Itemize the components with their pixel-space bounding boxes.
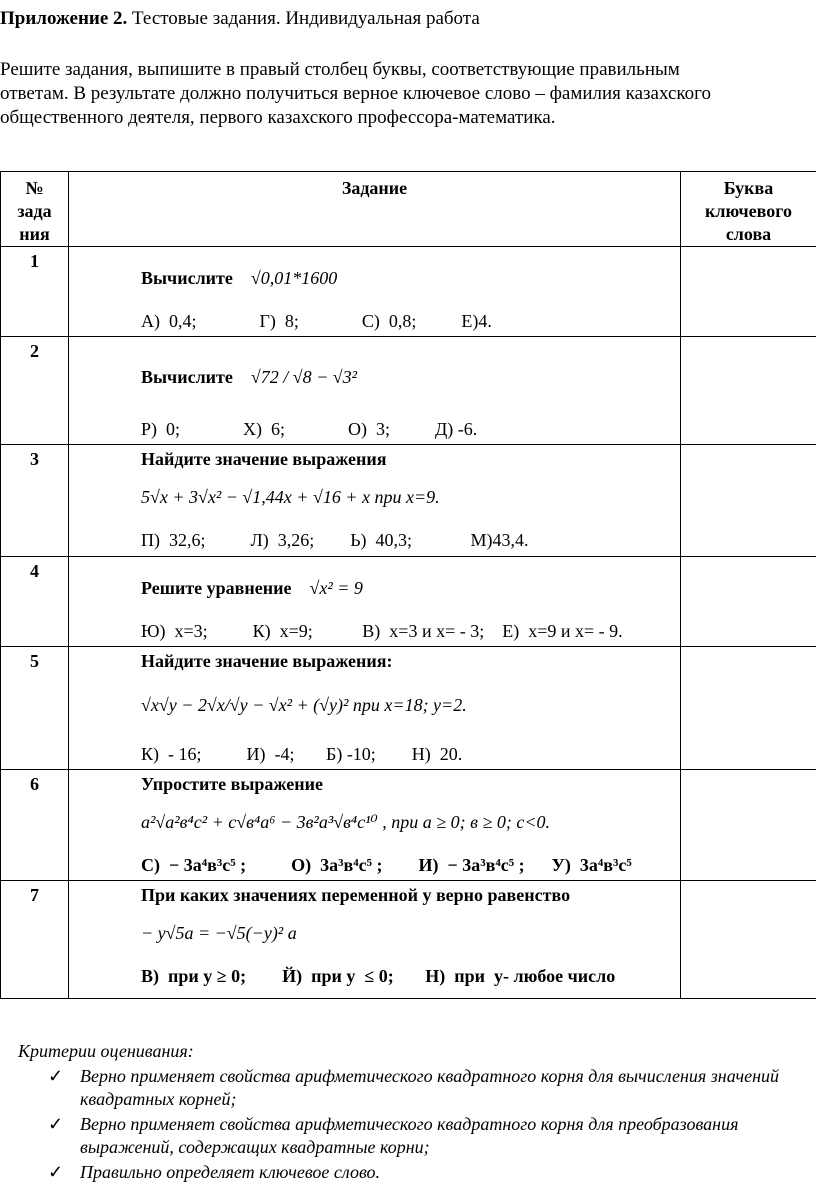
- answer-letter-cell[interactable]: [681, 557, 816, 647]
- task-number: 2: [1, 337, 69, 445]
- table-row: [1, 647, 816, 770]
- header-letter: Буква ключевого слова: [681, 172, 816, 247]
- task-expression: √x² = 9: [309, 577, 363, 598]
- task-question: Вычислите: [141, 267, 233, 288]
- table-row: [1, 247, 816, 337]
- task-question: Найдите значение выражения:: [141, 651, 393, 671]
- checkmark-icon: ✓: [48, 1162, 64, 1182]
- task-answers: С) − 3a⁴в³c⁵ ; О) 3a³в⁴c⁵ ; И) − 3a³в⁴c⁵ ; У) 3a⁴в³c⁵: [141, 855, 632, 875]
- task-cell: [69, 337, 681, 445]
- criteria-item: ✓ Верно применяет свойства арифметического квадратного корня для преобразования выражений, содержащих квадратные корни;: [48, 1114, 739, 1157]
- header-number: № зада ния: [1, 172, 69, 247]
- task-number: 5: [1, 647, 69, 770]
- table-row: [1, 881, 816, 999]
- task-answers: В) при у ≥ 0; Й) при у ≤ 0; Н) при у- любое число: [141, 966, 616, 986]
- task-number: 7: [1, 881, 69, 999]
- criteria-title: Критерии оценивания:: [18, 1041, 194, 1061]
- tests-table: [0, 171, 816, 999]
- criteria-item: ✓ Правильно определяет ключевое слово.: [48, 1162, 381, 1182]
- task-question: Упростите выражение: [141, 774, 323, 794]
- heading-bold: Приложение 2.: [0, 8, 128, 29]
- task-number: 3: [1, 445, 69, 557]
- task-answers: А) 0,4; Г) 8; С) 0,8; Е)4.: [141, 311, 492, 331]
- task-question: Вычислите: [141, 366, 233, 387]
- task-answers: П) 32,6; Л) 3,26; Ь) 40,3; М)43,4.: [141, 530, 529, 550]
- task-question: Решите уравнение: [141, 577, 292, 598]
- answer-letter-cell[interactable]: [681, 337, 816, 445]
- table-row: [1, 770, 816, 881]
- task-expression: √72 / √8 − √3²: [250, 366, 358, 387]
- task-cell: [69, 557, 681, 647]
- table-row: [1, 337, 816, 445]
- intro-line: общественного деятеля, первого казахского профессора-математика.: [0, 107, 556, 128]
- criteria-item: ✓ Верно применяет свойства арифметического квадратного корня для вычисления значений квадратных корней;: [48, 1066, 780, 1109]
- task-question: Найдите значение выражения: [141, 449, 387, 469]
- header-row: [1, 172, 816, 247]
- heading: [0, 8, 816, 30]
- criteria-section: [18, 1040, 816, 1184]
- task-expression: √0,01*1600: [250, 267, 338, 288]
- answer-letter-cell[interactable]: [681, 247, 816, 337]
- answer-letter-cell[interactable]: [681, 770, 816, 881]
- answer-letter-cell[interactable]: [681, 445, 816, 557]
- task-expression: 5√x + 3√x² − √1,44x + √16 + x при х=9.: [141, 486, 440, 507]
- intro-line: ответам. В результате должно получиться верное ключевое слово – фамилия казахского: [0, 83, 711, 104]
- task-number: 6: [1, 770, 69, 881]
- intro-line: Решите задания, выпишите в правый столбец буквы, соответствующие правильным: [0, 59, 680, 80]
- table-row: [1, 445, 816, 557]
- task-expression: a²√a²в⁴c² + c√в⁴a⁶ − 3в²a³√в⁴c¹⁰ , при а ≥ 0; в ≥ 0; с<0.: [141, 811, 550, 832]
- task-answers: К) - 16; И) -4; Б) -10; Н) 20.: [141, 744, 463, 764]
- checkmark-icon: ✓: [48, 1114, 64, 1134]
- task-expression: √x√y − 2√x/√y − √x² + (√y)² при х=18; у=2.: [141, 694, 467, 715]
- header-task: Задание: [69, 172, 681, 247]
- task-cell: [69, 770, 681, 881]
- task-expression: − y√5a = −√5(−y)² a: [141, 922, 297, 943]
- task-cell: [69, 445, 681, 557]
- checkmark-icon: ✓: [48, 1066, 64, 1086]
- task-cell: [69, 881, 681, 999]
- task-question: При каких значениях переменной у верно равенство: [141, 885, 571, 905]
- task-cell: [69, 647, 681, 770]
- task-number: 4: [1, 557, 69, 647]
- task-answers: Ю) х=3; К) х=9; В) х=3 и х= - 3; Е) х=9 и х= - 9.: [141, 621, 623, 641]
- task-cell: [69, 247, 681, 337]
- answer-letter-cell[interactable]: [681, 647, 816, 770]
- table-row: [1, 557, 816, 647]
- intro-paragraph: [0, 58, 812, 130]
- task-number: 1: [1, 247, 69, 337]
- answer-letter-cell[interactable]: [681, 881, 816, 999]
- heading-rest: Тестовые задания. Индивидуальная работа: [127, 8, 480, 29]
- task-answers: Р) 0; Х) 6; О) 3; Д) -6.: [141, 419, 478, 439]
